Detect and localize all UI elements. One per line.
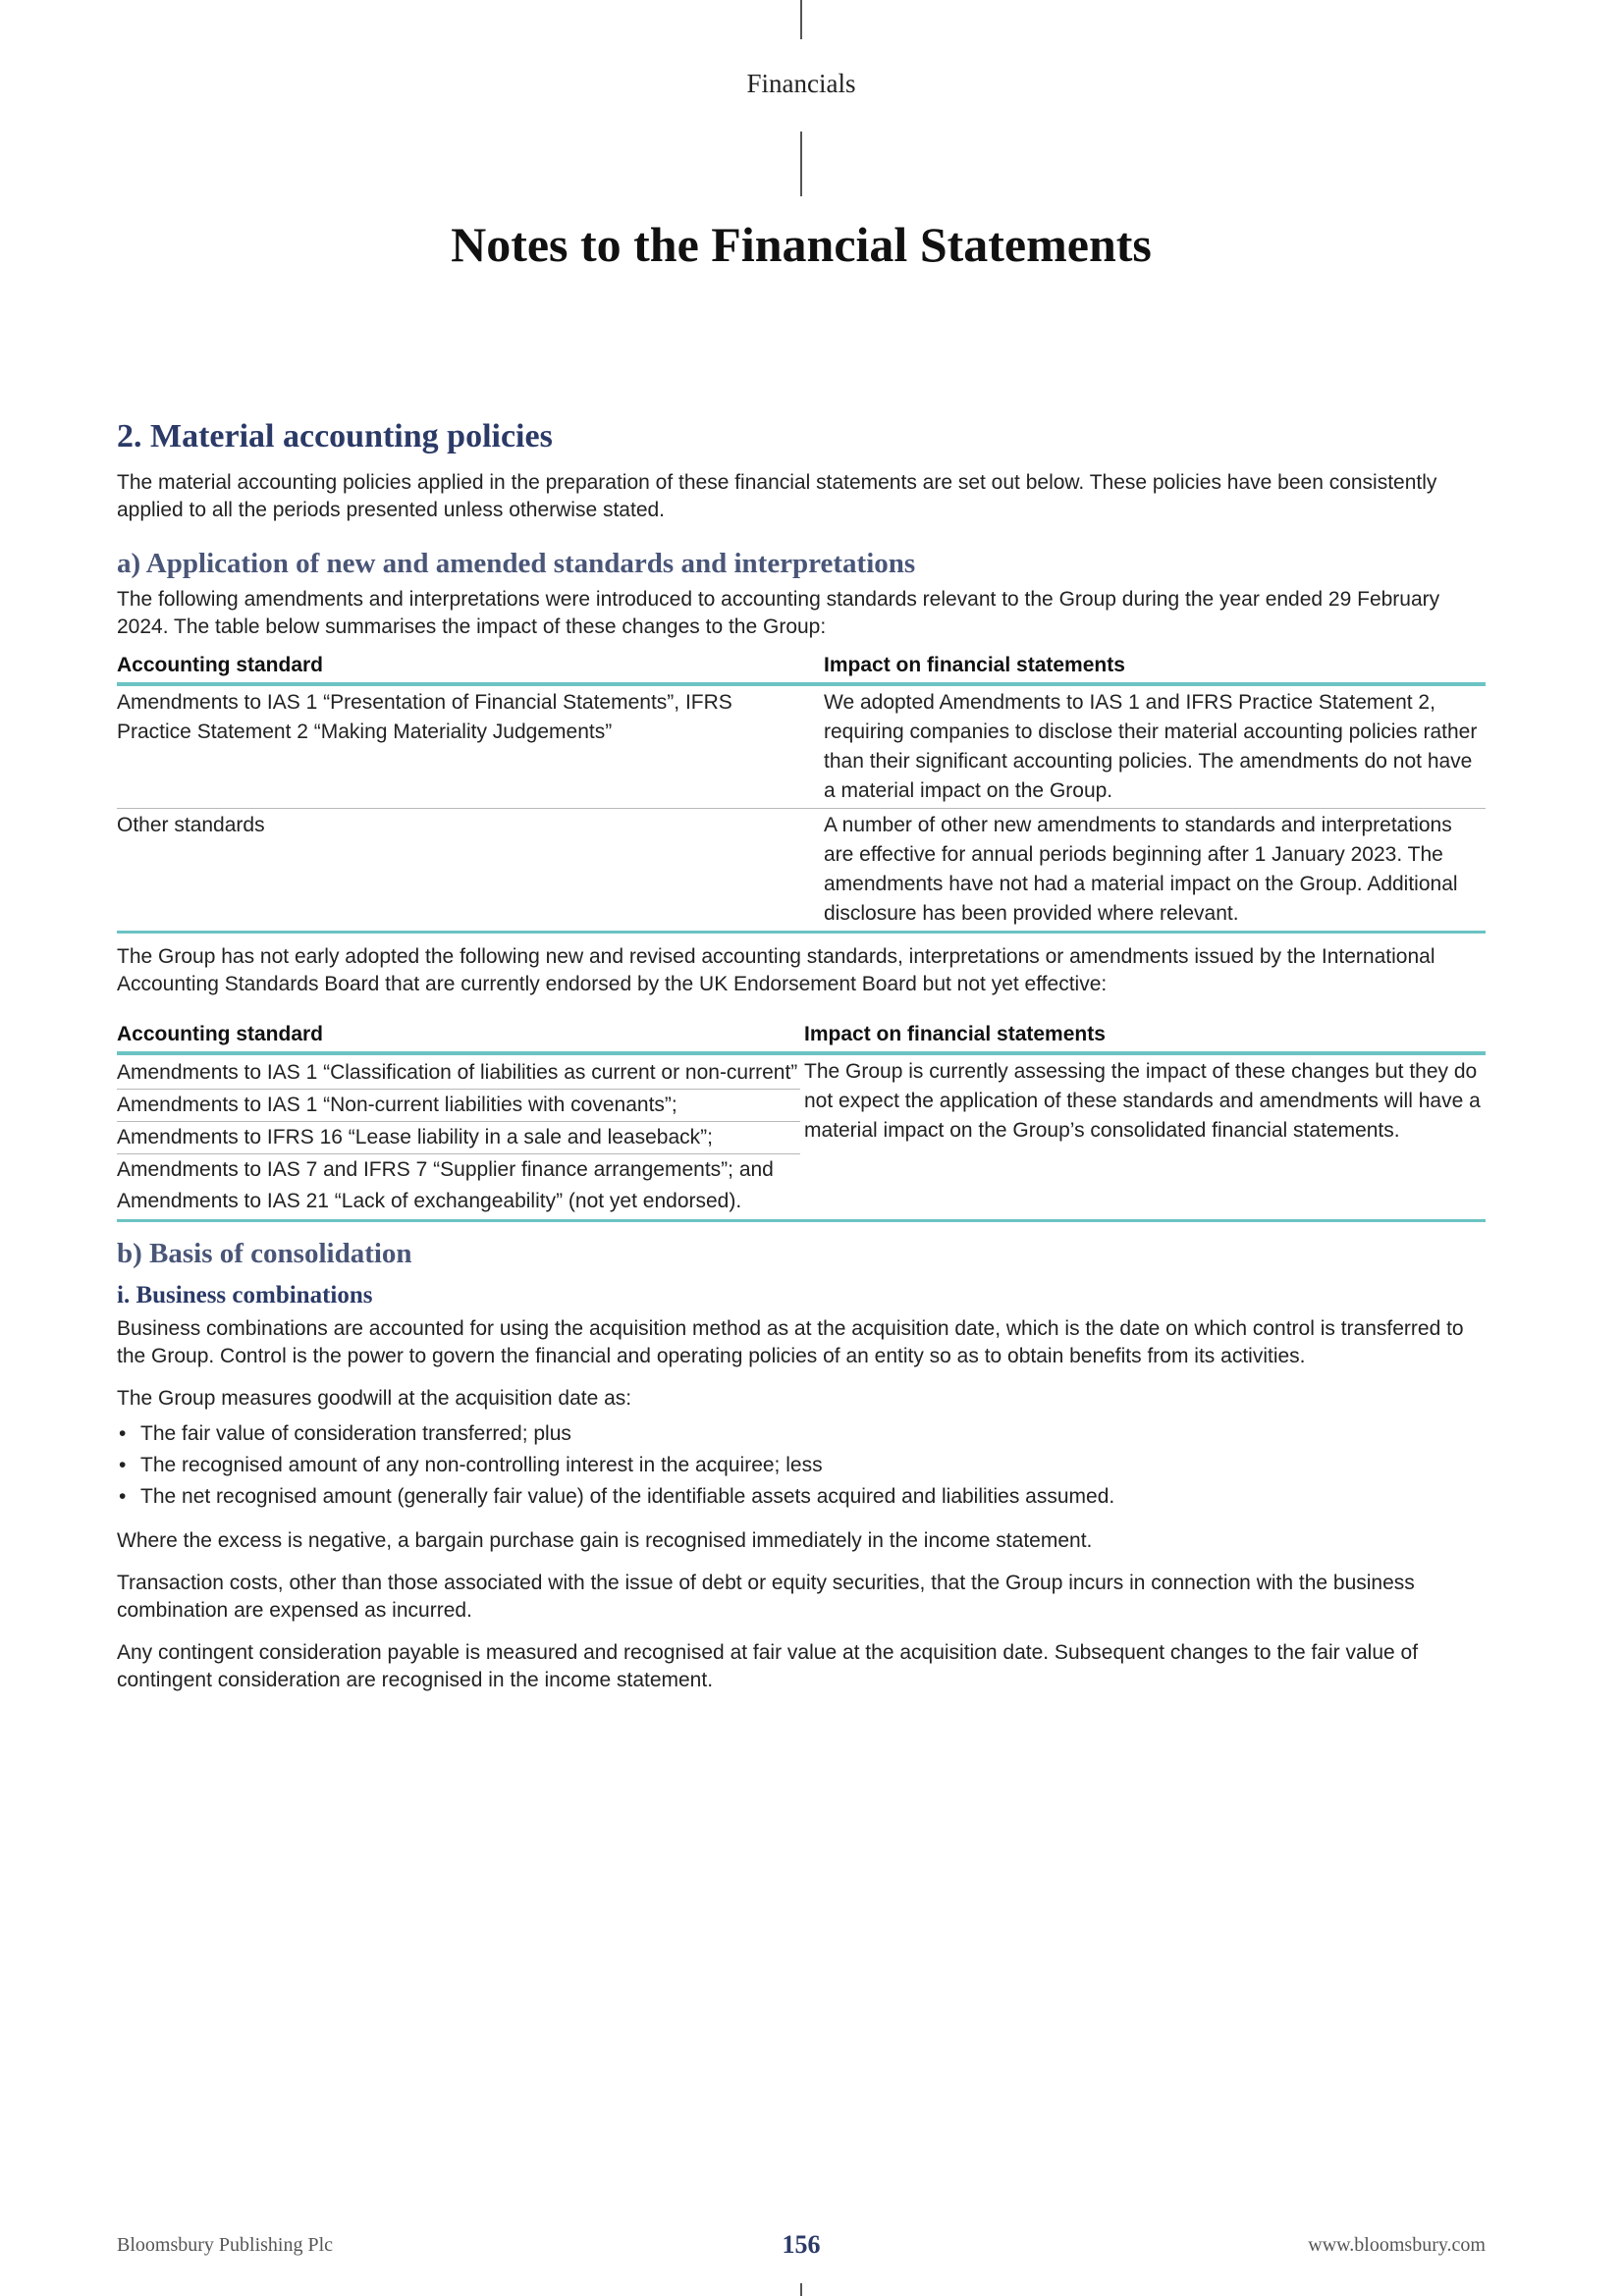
business-combinations-para-2: The Group measures goodwill at the acquisition date as: [117,1387,632,1410]
impact-cell: A number of other new amendments to standards and interpretations are effective for annual periods beginning after 1 January 2023. The amendments have not had a material impact on the Group. Additional disclosure has been provided where relevant. [820,809,1486,933]
standard-item: Amendments to IAS 1 “Classification of liabilities as current or non-current” [117,1057,800,1090]
business-combinations-para-5: Any contingent consideration payable is measured and recognised at fair value at the acquisition date. Subsequent changes to the fair value of contingent consideration are recognised in the income statement. [117,1641,1419,1691]
standard-item: Amendments to IAS 21 “Lack of exchangeability” (not yet endorsed). [117,1190,742,1212]
business-combinations-para-1: Business combinations are accounted for using the acquisition method as at the acquisition date, which is the date on which control is transferred to the Group. Control is the power to govern the financial and operating policies of an entity so as to obtain benefits from its activities. [117,1317,1464,1367]
page-footer [117,2230,1486,2260]
subsection-a-heading: a) Application of new and amended standards and interpretations [117,548,916,579]
table-row [117,809,1486,933]
table-header-standard: Accounting standard [117,651,820,684]
header-divider-line [800,132,802,196]
bottom-divider-line [800,2283,802,2296]
list-item: • The recognised amount of any non-controlling interest in the acquiree; less [117,1450,1486,1481]
page-title: Notes to the Financial Statements [451,217,1152,272]
standard-item: Amendments to IFRS 16 “Lease liability in a sale and leaseback”; [117,1122,800,1154]
table-header-standard: Accounting standard [117,1020,800,1053]
subsection-b-heading: b) Basis of consolidation [117,1238,412,1269]
standards-table-not-yet-effective [117,1020,1486,1222]
subsection-a-intro: The following amendments and interpretations were introduced to accounting standards relevant to the Group during the year ended 29 February 2024. The table below summarises the impact of these changes to the Group: [117,588,1440,638]
table-header-impact: Impact on financial statements [820,651,1486,684]
section-intro: The material accounting policies applied in the preparation of these financial statements are set out below. These policies have been consistently applied to all the periods presented unless otherwise stated. [117,471,1437,521]
main-content [117,418,1486,1709]
standard-item: Amendments to IAS 1 “Non-current liabilities with covenants”; [117,1090,800,1122]
impact-cell: We adopted Amendments to IAS 1 and IFRS Practice Statement 2, requiring companies to disclose their material accounting policies rather than their significant accounting policies. The amendments do not have a material impact on the Group. [820,684,1486,809]
standard-cell: Other standards [117,809,820,933]
footer-company: Bloomsbury Publishing Plc [117,2234,334,2256]
section-label: Financials [746,69,856,98]
standards-table-adopted [117,651,1486,934]
table-row [117,1053,1486,1221]
standard-cell: Amendments to IAS 1 “Presentation of Financial Statements”, IFRS Practice Statement 2 “Making Materiality Judgements” [117,684,820,809]
page-number: 156 [782,2230,821,2259]
business-combinations-para-3: Where the excess is negative, a bargain purchase gain is recognised immediately in the income statement. [117,1529,1093,1552]
table-row [117,684,1486,809]
footer-website-link[interactable]: www.bloomsbury.com [1308,2234,1486,2256]
section-heading: 2. Material accounting policies [117,418,553,454]
list-item: • The fair value of consideration transferred; plus [117,1418,1486,1450]
standards-list-cell [117,1053,800,1221]
impact-cell: The Group is currently assessing the impact of these changes but they do not expect the application of these standards and amendments will have a material impact on the Group’s consolidated financial statements. [800,1053,1486,1221]
top-divider-line [800,0,802,39]
list-item: • The net recognised amount (generally fair value) of the identifiable assets acquired and liabilities assumed. [117,1481,1486,1513]
business-combinations-heading: i. Business combinations [117,1282,373,1308]
table-header-impact: Impact on financial statements [800,1020,1486,1053]
not-early-adopted-text: The Group has not early adopted the following new and revised accounting standards, interpretations or amendments issued by the International Accounting Standards Board that are currently endorsed by the UK Endorsement Board but not yet effective: [117,945,1435,995]
standard-item: Amendments to IAS 7 and IFRS 7 “Supplier finance arrangements”; and [117,1158,774,1181]
goodwill-list [117,1418,1486,1513]
business-combinations-para-4: Transaction costs, other than those associated with the issue of debt or equity securities, that the Group incurs in connection with the business combination are expensed as incurred. [117,1572,1415,1622]
